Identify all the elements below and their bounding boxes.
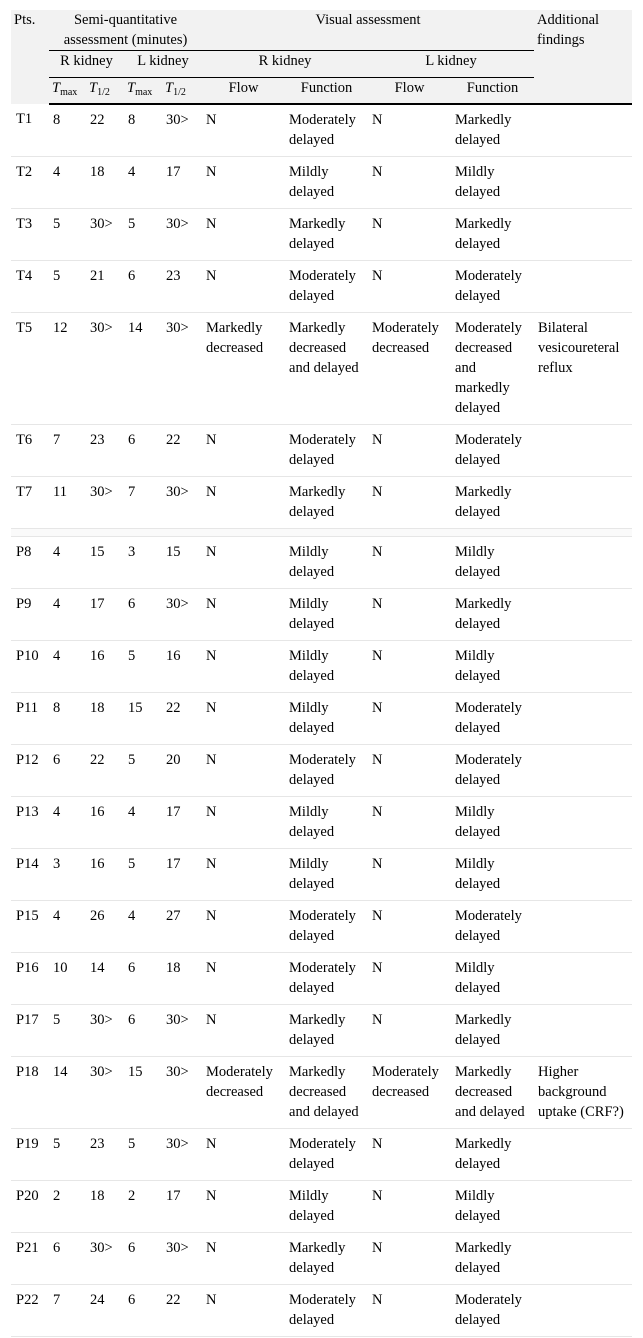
patient-id-cell: T7 [11, 477, 49, 529]
table-row [11, 1233, 632, 1285]
l-tmax-cell: 6 [124, 1285, 162, 1337]
l-tmax-cell: 3 [124, 537, 162, 589]
l-flow-cell: Moderately decreased [368, 313, 451, 425]
r-tmax-cell: 4 [49, 157, 86, 209]
l-thalf-cell: 30> [162, 1129, 202, 1181]
table-row [11, 1005, 632, 1057]
l-tmax-cell: 2 [124, 1181, 162, 1233]
l-flow-cell: N [368, 1233, 451, 1285]
group-separator [11, 529, 632, 537]
r-thalf-cell: 24 [86, 1285, 124, 1337]
r-function-cell: Mildly delayed [285, 537, 368, 589]
table-body [11, 104, 632, 1337]
r-thalf-cell: 17 [86, 589, 124, 641]
patient-id-cell: T6 [11, 425, 49, 477]
additional-findings-cell [534, 1285, 632, 1337]
additional-findings-sub-header [534, 78, 632, 105]
r-tmax-cell: 5 [49, 209, 86, 261]
r-tmax-cell: 10 [49, 953, 86, 1005]
semi-l-kidney-header: L kidney [124, 51, 202, 78]
l-function-cell: Moderately delayed [451, 1285, 534, 1337]
l-thalf-cell: 22 [162, 693, 202, 745]
r-thalf-cell: 16 [86, 641, 124, 693]
r-thalf-cell: 30> [86, 313, 124, 425]
patient-id-cell: T4 [11, 261, 49, 313]
l-tmax-cell: 7 [124, 477, 162, 529]
l-tmax-cell: 6 [124, 953, 162, 1005]
l-function-cell: Moderately delayed [451, 693, 534, 745]
table-row [11, 104, 632, 157]
l-flow-cell: N [368, 641, 451, 693]
r-tmax-header: $T_{max}$ [49, 78, 86, 105]
r-flow-cell: Markedly decreased [202, 313, 285, 425]
l-flow-cell: Moderately decreased [368, 1057, 451, 1129]
r-flow-cell: N [202, 104, 285, 157]
r-function-cell: Moderately delayed [285, 953, 368, 1005]
l-function-cell: Markedly delayed [451, 477, 534, 529]
additional-findings-cell [534, 745, 632, 797]
l-function-cell: Moderately decreased and markedly delayed [451, 313, 534, 425]
table-row [11, 849, 632, 901]
semi-quantitative-header: Semi-quantitative assessment (minutes) [49, 10, 202, 51]
l-thalf-cell: 30> [162, 589, 202, 641]
r-thalf-cell: 30> [86, 209, 124, 261]
r-function-cell: Markedly delayed [285, 477, 368, 529]
r-flow-cell: N [202, 537, 285, 589]
table-row [11, 157, 632, 209]
r-tmax-cell: 4 [49, 797, 86, 849]
r-flow-cell: N [202, 641, 285, 693]
r-function-cell: Markedly decreased and delayed [285, 1057, 368, 1129]
l-function-cell: Markedly decreased and delayed [451, 1057, 534, 1129]
r-function-cell: Moderately delayed [285, 261, 368, 313]
l-flow-cell: N [368, 261, 451, 313]
l-thalf-header: $T_{1/2}$ [162, 78, 202, 105]
pts-header: Pts. [11, 10, 49, 104]
additional-findings-cell [534, 641, 632, 693]
results-table [11, 10, 632, 1337]
r-tmax-cell: 4 [49, 537, 86, 589]
r-tmax-cell: 3 [49, 849, 86, 901]
l-thalf-cell: 27 [162, 901, 202, 953]
patient-id-cell: T2 [11, 157, 49, 209]
additional-findings-cell [534, 425, 632, 477]
l-tmax-cell: 4 [124, 157, 162, 209]
r-function-cell: Mildly delayed [285, 797, 368, 849]
r-function-cell: Markedly delayed [285, 209, 368, 261]
table-row [11, 477, 632, 529]
r-function-cell: Moderately delayed [285, 425, 368, 477]
r-flow-cell: N [202, 209, 285, 261]
additional-findings-cell [534, 901, 632, 953]
visual-assessment-header: Visual assessment [202, 10, 534, 51]
r-tmax-cell: 5 [49, 1129, 86, 1181]
r-flow-cell: Moderately decreased [202, 1057, 285, 1129]
l-function-cell: Mildly delayed [451, 641, 534, 693]
semi-r-kidney-header: R kidney [49, 51, 124, 78]
table-row [11, 425, 632, 477]
additional-findings-cell [534, 477, 632, 529]
table-row [11, 693, 632, 745]
r-tmax-cell: 6 [49, 745, 86, 797]
visual-l-kidney-header: L kidney [368, 51, 534, 78]
l-flow-cell: N [368, 849, 451, 901]
l-thalf-cell: 22 [162, 425, 202, 477]
l-flow-cell: N [368, 1285, 451, 1337]
additional-findings-cell [534, 1181, 632, 1233]
r-function-header: Function [285, 78, 368, 105]
l-function-cell: Moderately delayed [451, 901, 534, 953]
patient-id-cell: T5 [11, 313, 49, 425]
l-thalf-cell: 22 [162, 1285, 202, 1337]
r-flow-cell: N [202, 425, 285, 477]
r-tmax-cell: 7 [49, 425, 86, 477]
r-function-cell: Markedly delayed [285, 1233, 368, 1285]
r-thalf-cell: 23 [86, 425, 124, 477]
additional-findings-cell [534, 104, 632, 157]
l-thalf-cell: 17 [162, 849, 202, 901]
r-thalf-cell: 30> [86, 1005, 124, 1057]
r-tmax-cell: 4 [49, 641, 86, 693]
l-flow-cell: N [368, 797, 451, 849]
l-tmax-cell: 6 [124, 589, 162, 641]
l-function-cell: Mildly delayed [451, 1181, 534, 1233]
r-tmax-cell: 8 [49, 693, 86, 745]
r-thalf-cell: 18 [86, 1181, 124, 1233]
l-thalf-cell: 30> [162, 209, 202, 261]
r-function-cell: Markedly decreased and delayed [285, 313, 368, 425]
l-flow-cell: N [368, 537, 451, 589]
r-flow-cell: N [202, 157, 285, 209]
l-tmax-header: $T_{max}$ [124, 78, 162, 105]
l-thalf-cell: 15 [162, 537, 202, 589]
r-flow-cell: N [202, 953, 285, 1005]
group-separator-cell [11, 529, 632, 537]
r-thalf-cell: 18 [86, 157, 124, 209]
additional-findings-cell [534, 1129, 632, 1181]
patient-id-cell: P21 [11, 1233, 49, 1285]
l-flow-cell: N [368, 745, 451, 797]
r-flow-cell: N [202, 1233, 285, 1285]
additional-findings-cell [534, 849, 632, 901]
r-thalf-cell: 18 [86, 693, 124, 745]
l-function-cell: Markedly delayed [451, 104, 534, 157]
additional-findings-cell [534, 261, 632, 313]
table-row [11, 797, 632, 849]
l-flow-cell: N [368, 157, 451, 209]
r-thalf-cell: 16 [86, 797, 124, 849]
patient-id-cell: P12 [11, 745, 49, 797]
l-function-cell: Moderately delayed [451, 261, 534, 313]
l-function-cell: Markedly delayed [451, 1005, 534, 1057]
l-function-cell: Markedly delayed [451, 209, 534, 261]
table-row [11, 1181, 632, 1233]
table-row [11, 1285, 632, 1337]
r-thalf-cell: 14 [86, 953, 124, 1005]
additional-findings-cell [534, 797, 632, 849]
l-flow-cell: N [368, 1005, 451, 1057]
r-tmax-cell: 5 [49, 1005, 86, 1057]
l-flow-cell: N [368, 1129, 451, 1181]
r-function-cell: Moderately delayed [285, 104, 368, 157]
l-thalf-cell: 17 [162, 1181, 202, 1233]
r-flow-cell: N [202, 1181, 285, 1233]
table-row [11, 537, 632, 589]
patient-id-cell: P14 [11, 849, 49, 901]
patient-id-cell: P8 [11, 537, 49, 589]
l-tmax-cell: 8 [124, 104, 162, 157]
l-flow-cell: N [368, 1181, 451, 1233]
table-row [11, 745, 632, 797]
additional-findings-cell [534, 537, 632, 589]
additional-findings-cell [534, 953, 632, 1005]
l-tmax-cell: 4 [124, 901, 162, 953]
r-flow-cell: N [202, 745, 285, 797]
patient-id-cell: P15 [11, 901, 49, 953]
l-tmax-cell: 4 [124, 797, 162, 849]
r-thalf-cell: 30> [86, 477, 124, 529]
r-flow-cell: N [202, 477, 285, 529]
l-thalf-cell: 18 [162, 953, 202, 1005]
l-tmax-cell: 6 [124, 425, 162, 477]
r-flow-cell: N [202, 797, 285, 849]
l-flow-cell: N [368, 589, 451, 641]
patient-id-cell: P17 [11, 1005, 49, 1057]
l-function-cell: Markedly delayed [451, 1233, 534, 1285]
r-thalf-cell: 22 [86, 745, 124, 797]
r-thalf-cell: 30> [86, 1057, 124, 1129]
l-function-cell: Markedly delayed [451, 589, 534, 641]
l-function-cell: Markedly delayed [451, 1129, 534, 1181]
r-tmax-cell: 4 [49, 901, 86, 953]
l-tmax-cell: 5 [124, 745, 162, 797]
table-row [11, 313, 632, 425]
r-thalf-cell: 22 [86, 104, 124, 157]
table-row [11, 641, 632, 693]
r-tmax-cell: 4 [49, 589, 86, 641]
table-row [11, 261, 632, 313]
r-thalf-cell: 23 [86, 1129, 124, 1181]
table-row [11, 589, 632, 641]
additional-findings-cell [534, 1005, 632, 1057]
r-flow-cell: N [202, 589, 285, 641]
table-row [11, 1057, 632, 1129]
r-flow-header: Flow [202, 78, 285, 105]
r-tmax-cell: 2 [49, 1181, 86, 1233]
l-tmax-cell: 14 [124, 313, 162, 425]
l-thalf-cell: 30> [162, 313, 202, 425]
r-tmax-cell: 12 [49, 313, 86, 425]
additional-findings-cell [534, 693, 632, 745]
l-function-cell: Mildly delayed [451, 157, 534, 209]
r-flow-cell: N [202, 1005, 285, 1057]
r-tmax-cell: 6 [49, 1233, 86, 1285]
l-thalf-cell: 17 [162, 797, 202, 849]
l-function-cell: Moderately delayed [451, 745, 534, 797]
additional-findings-header: Additional findings [534, 10, 632, 78]
l-flow-cell: N [368, 425, 451, 477]
r-tmax-cell: 11 [49, 477, 86, 529]
l-tmax-cell: 6 [124, 1005, 162, 1057]
l-tmax-cell: 5 [124, 1129, 162, 1181]
r-thalf-cell: 21 [86, 261, 124, 313]
l-tmax-cell: 15 [124, 693, 162, 745]
patient-id-cell: P13 [11, 797, 49, 849]
r-function-cell: Mildly delayed [285, 157, 368, 209]
l-function-cell: Moderately delayed [451, 425, 534, 477]
additional-findings-cell: Higher background uptake (CRF?) [534, 1057, 632, 1129]
patient-id-cell: T1 [11, 104, 49, 157]
r-thalf-cell: 30> [86, 1233, 124, 1285]
l-function-cell: Mildly delayed [451, 849, 534, 901]
additional-findings-cell [534, 589, 632, 641]
r-thalf-header: $T_{1/2}$ [86, 78, 124, 105]
l-thalf-cell: 20 [162, 745, 202, 797]
patient-id-cell: P20 [11, 1181, 49, 1233]
r-tmax-cell: 8 [49, 104, 86, 157]
patient-id-cell: P19 [11, 1129, 49, 1181]
patient-id-cell: P16 [11, 953, 49, 1005]
r-function-cell: Mildly delayed [285, 849, 368, 901]
l-thalf-cell: 23 [162, 261, 202, 313]
l-thalf-cell: 30> [162, 1057, 202, 1129]
l-tmax-cell: 5 [124, 209, 162, 261]
l-tmax-cell: 5 [124, 641, 162, 693]
additional-findings-cell: Bilateral vesicoureteral reflux [534, 313, 632, 425]
l-function-header: Function [451, 78, 534, 105]
patient-id-cell: T3 [11, 209, 49, 261]
patient-id-cell: P18 [11, 1057, 49, 1129]
l-thalf-cell: 16 [162, 641, 202, 693]
r-tmax-cell: 5 [49, 261, 86, 313]
visual-r-kidney-header: R kidney [202, 51, 368, 78]
r-function-cell: Markedly delayed [285, 1005, 368, 1057]
patient-id-cell: P22 [11, 1285, 49, 1337]
l-flow-cell: N [368, 209, 451, 261]
r-function-cell: Mildly delayed [285, 641, 368, 693]
table-row [11, 953, 632, 1005]
l-flow-cell: N [368, 901, 451, 953]
r-function-cell: Moderately delayed [285, 1285, 368, 1337]
r-flow-cell: N [202, 1285, 285, 1337]
r-function-cell: Moderately delayed [285, 1129, 368, 1181]
l-thalf-cell: 30> [162, 477, 202, 529]
r-flow-cell: N [202, 849, 285, 901]
table-row [11, 901, 632, 953]
r-flow-cell: N [202, 261, 285, 313]
l-thalf-cell: 30> [162, 1233, 202, 1285]
additional-findings-cell [534, 1233, 632, 1285]
l-tmax-cell: 15 [124, 1057, 162, 1129]
l-thalf-cell: 30> [162, 104, 202, 157]
l-tmax-cell: 6 [124, 261, 162, 313]
l-function-cell: Mildly delayed [451, 797, 534, 849]
r-thalf-cell: 15 [86, 537, 124, 589]
r-tmax-cell: 14 [49, 1057, 86, 1129]
additional-findings-cell [534, 157, 632, 209]
patient-id-cell: P10 [11, 641, 49, 693]
r-flow-cell: N [202, 901, 285, 953]
l-flow-cell: N [368, 693, 451, 745]
additional-findings-cell [534, 209, 632, 261]
l-thalf-cell: 17 [162, 157, 202, 209]
l-flow-cell: N [368, 104, 451, 157]
l-function-cell: Mildly delayed [451, 953, 534, 1005]
table-row [11, 1129, 632, 1181]
patient-id-cell: P9 [11, 589, 49, 641]
table-header [11, 10, 632, 104]
patient-id-cell: P11 [11, 693, 49, 745]
r-function-cell: Mildly delayed [285, 589, 368, 641]
table-row [11, 209, 632, 261]
l-flow-header: Flow [368, 78, 451, 105]
l-flow-cell: N [368, 953, 451, 1005]
r-flow-cell: N [202, 1129, 285, 1181]
l-tmax-cell: 5 [124, 849, 162, 901]
r-function-cell: Mildly delayed [285, 693, 368, 745]
r-function-cell: Mildly delayed [285, 1181, 368, 1233]
r-function-cell: Moderately delayed [285, 745, 368, 797]
l-flow-cell: N [368, 477, 451, 529]
r-thalf-cell: 16 [86, 849, 124, 901]
l-thalf-cell: 30> [162, 1005, 202, 1057]
r-thalf-cell: 26 [86, 901, 124, 953]
r-tmax-cell: 7 [49, 1285, 86, 1337]
r-flow-cell: N [202, 693, 285, 745]
r-function-cell: Moderately delayed [285, 901, 368, 953]
l-tmax-cell: 6 [124, 1233, 162, 1285]
l-function-cell: Mildly delayed [451, 537, 534, 589]
